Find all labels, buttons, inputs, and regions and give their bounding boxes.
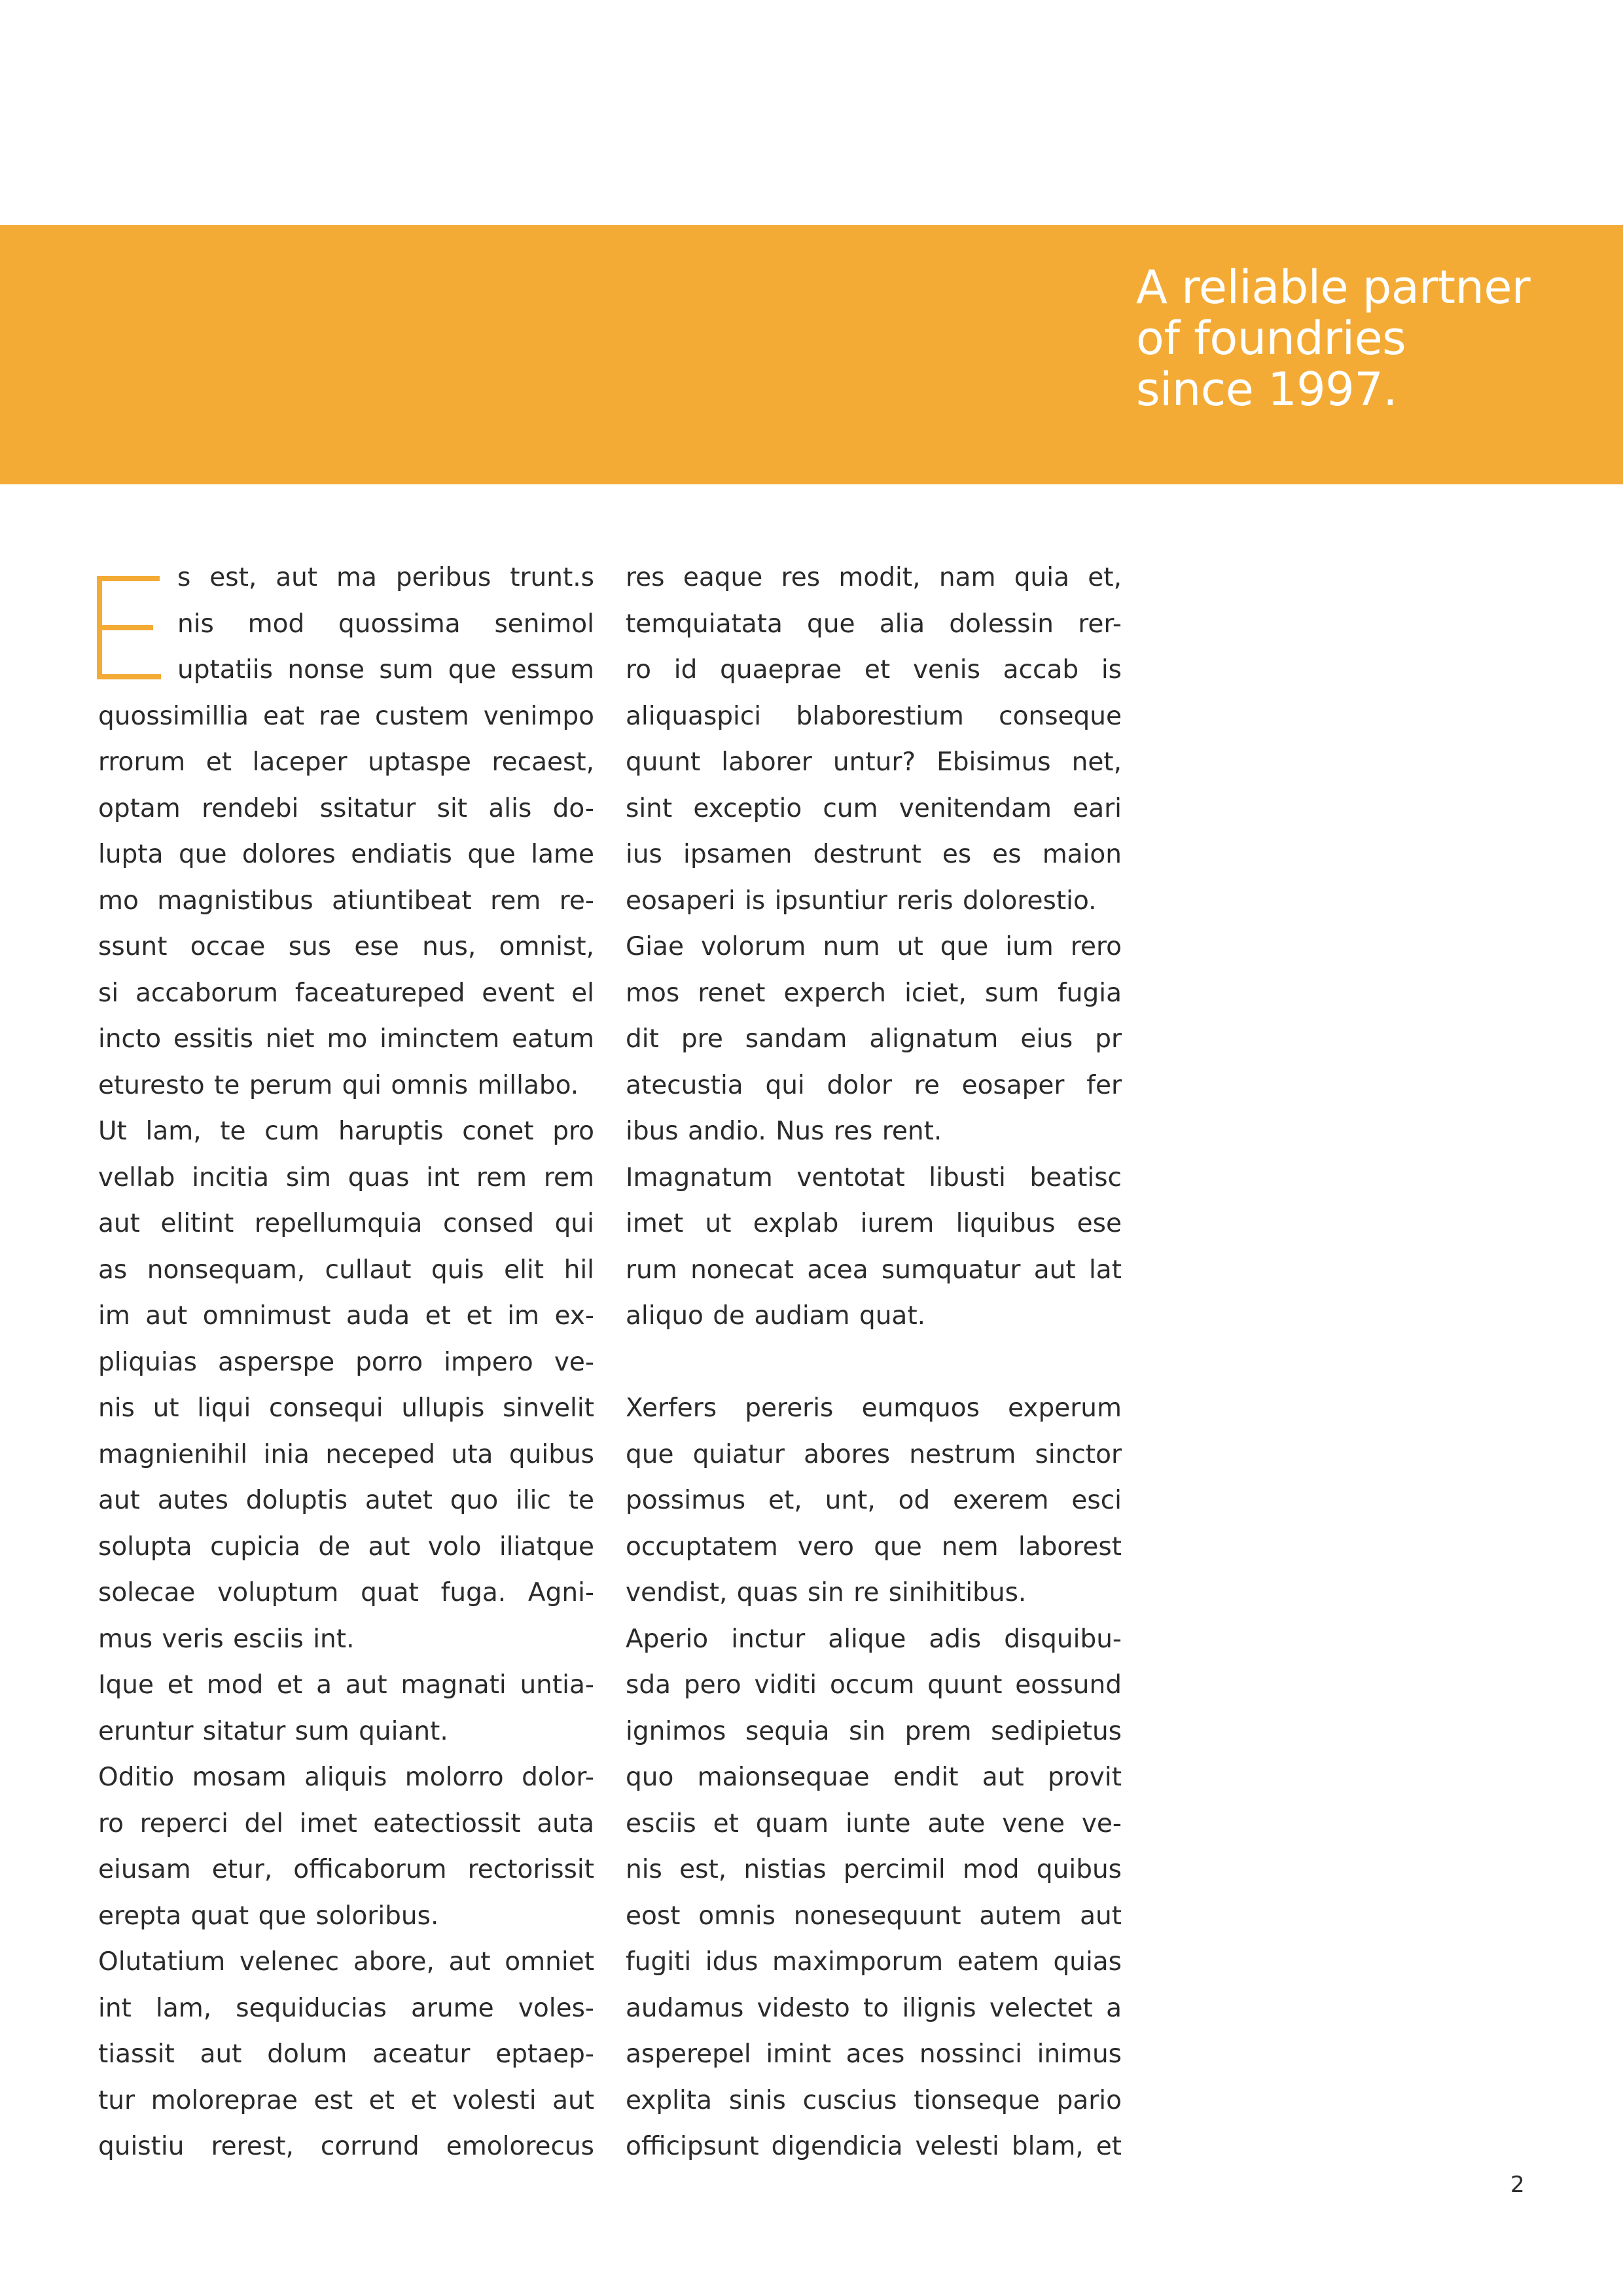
body-text-line: eruntur sitatur sum quiant. bbox=[98, 1716, 448, 1746]
body-text-line: si accaborum faceatureped event el bbox=[98, 978, 594, 1008]
body-text-line: Xerfers pereris eumquos experum bbox=[626, 1393, 1122, 1423]
body-text-line: atecustia qui dolor re eosaper fer bbox=[626, 1070, 1122, 1100]
body-text-line: s est, aut ma peribus trunt.s bbox=[177, 563, 594, 592]
body-text-line: tur moloreprae est et et volesti aut bbox=[98, 2085, 594, 2115]
text-column-left bbox=[98, 555, 594, 2170]
paragraph-gap bbox=[626, 1340, 1122, 1386]
body-text-line: vendist, quas sin re sinihitibus. bbox=[626, 1578, 1027, 1607]
body-text-line: int lam, sequiducias arume voles- bbox=[98, 1993, 594, 2023]
body-text-line: aliquo de audiam quat. bbox=[626, 1301, 926, 1331]
body-text-line: erepta quat que soloribus. bbox=[98, 1901, 439, 1931]
body-text-line: lupta que dolores endiatis que lame bbox=[98, 840, 594, 869]
body-text-line: solecae voluptum quat fuga. Agni- bbox=[98, 1578, 594, 1607]
body-text-line: occuptatem vero que nem laborest bbox=[626, 1532, 1122, 1562]
body-text-line: mo magnistibus atiuntibeat rem re- bbox=[98, 886, 594, 916]
body-text-line: Ut lam, te cum haruptis conet pro bbox=[98, 1117, 594, 1146]
body-text-line: quistiu rerest, corrund emolorecus bbox=[98, 2132, 594, 2161]
body-text-line: uptatiis nonse sum que essum bbox=[177, 655, 594, 685]
text-column-right bbox=[626, 555, 1122, 2170]
body-text-line: mos renet experch iciet, sum fugia bbox=[626, 978, 1122, 1008]
body-text-line: tiassit aut dolum aceatur eptaep- bbox=[98, 2039, 594, 2069]
body-text-line: Olutatium velenec abore, aut omniet bbox=[98, 1947, 594, 1977]
body-text-line: officipsunt digendicia velesti blam, et bbox=[626, 2132, 1122, 2161]
body-text-line: possimus et, unt, od exerem esci bbox=[626, 1486, 1122, 1515]
body-text-line: ignimos sequia sin prem sedipietus bbox=[626, 1716, 1122, 1746]
body-text-line: ibus andio. Nus res rent. bbox=[626, 1117, 942, 1146]
body-text-line: aliquaspici blaborestium conseque bbox=[626, 701, 1122, 731]
body-text-line: Aperio inctur alique adis disquibu- bbox=[626, 1624, 1122, 1654]
body-text-line: nis mod quossima senimol bbox=[177, 609, 594, 639]
body-text-line: magnienihil inia neceped uta quibus bbox=[98, 1439, 594, 1469]
body-text-line: quo maionsequae endit aut provit bbox=[626, 1763, 1122, 1792]
body-text-line: nis ut liqui consequi ullupis sinvelit bbox=[98, 1393, 594, 1423]
body-text-line: imet ut explab iurem liquibus ese bbox=[626, 1209, 1122, 1238]
body-text-line: eost omnis nonesequunt autem aut bbox=[626, 1901, 1122, 1931]
body-text-line: eiusam etur, officaborum rectorissit bbox=[98, 1855, 594, 1884]
tagline bbox=[1136, 262, 1594, 415]
body-text-line: audamus videsto to ilignis velectet a bbox=[626, 1993, 1122, 2023]
body-text-line: nis est, nistias percimil mod quibus bbox=[626, 1855, 1122, 1884]
page-number: 2 bbox=[1510, 2172, 1525, 2198]
body-text-line: Ique et mod et a aut magnati untia- bbox=[98, 1670, 594, 1700]
tagline-line: A reliable partner bbox=[1136, 260, 1531, 314]
body-text-line: ius ipsamen destrunt es es maion bbox=[626, 840, 1122, 869]
body-text-line: aut elitint repellumquia consed qui bbox=[98, 1209, 594, 1238]
body-text-line: solupta cupicia de aut volo iliatque bbox=[98, 1532, 594, 1562]
body-text-line: incto essitis niet mo iminctem eatum bbox=[98, 1024, 594, 1054]
body-text-line: optam rendebi ssitatur sit alis do- bbox=[98, 793, 594, 823]
body-text-line: res eaque res modit, nam quia et, bbox=[626, 563, 1122, 592]
body-text-line: eosaperi is ipsuntiur reris dolorestio. bbox=[626, 886, 1097, 916]
body-text-line: fugiti idus maximporum eatem quias bbox=[626, 1947, 1122, 1977]
body-text-line: explita sinis cuscius tionseque pario bbox=[626, 2085, 1122, 2115]
body-text-line: aut autes doluptis autet quo ilic te bbox=[98, 1486, 594, 1515]
body-text-line: dit pre sandam alignatum eius pr bbox=[626, 1024, 1122, 1054]
body-text-line: sint exceptio cum venitendam eari bbox=[626, 793, 1122, 823]
tagline-line: since 1997. bbox=[1136, 363, 1397, 416]
body-text-line: mus veris esciis int. bbox=[98, 1624, 355, 1654]
body-text-line: rum nonecat acea sumquatur aut lat bbox=[626, 1255, 1122, 1285]
body-text-line: quunt laborer untur? Ebisimus net, bbox=[626, 747, 1122, 777]
body-text-line: quossimillia eat rae custem venimpo bbox=[98, 701, 594, 731]
body-text-line: pliquias asperspe porro impero ve- bbox=[98, 1347, 594, 1377]
body-text-line: im aut omnimust auda et et im ex- bbox=[98, 1301, 594, 1331]
body-text-line: sda pero viditi occum quunt eossund bbox=[626, 1670, 1122, 1700]
drop-cap-letter bbox=[0, 0, 1, 1]
body-text-line: vellab incitia sim quas int rem rem bbox=[98, 1162, 594, 1193]
body-text-line: ro id quaeprae et venis accab is bbox=[626, 655, 1122, 685]
tagline-line: of foundries bbox=[1136, 312, 1406, 365]
body-text-line: as nonsequam, cullaut quis elit hil bbox=[98, 1255, 594, 1285]
body-text-line: Oditio mosam aliquis molorro dolor- bbox=[98, 1763, 594, 1792]
body-text-line: Imagnatum ventotat libusti beatisc bbox=[626, 1162, 1122, 1193]
body-text-line: temquiatata que alia dolessin rer- bbox=[626, 609, 1122, 639]
body-text-line: rrorum et laceper uptaspe recaest, bbox=[98, 747, 594, 777]
body-text-line: esciis et quam iunte aute vene ve- bbox=[626, 1808, 1122, 1839]
body-text-line: Giae volorum num ut que ium rero bbox=[626, 932, 1122, 961]
body-text-line: ssunt occae sus ese nus, omnist, bbox=[98, 932, 594, 961]
body-text-line: asperepel imint aces nossinci inimus bbox=[626, 2039, 1122, 2069]
body-text-line: eturesto te perum qui omnis millabo. bbox=[98, 1070, 579, 1100]
body-text-line: que quiatur abores nestrum sinctor bbox=[626, 1439, 1122, 1469]
body-text-line: ro reperci del imet eatectiossit auta bbox=[98, 1808, 594, 1839]
